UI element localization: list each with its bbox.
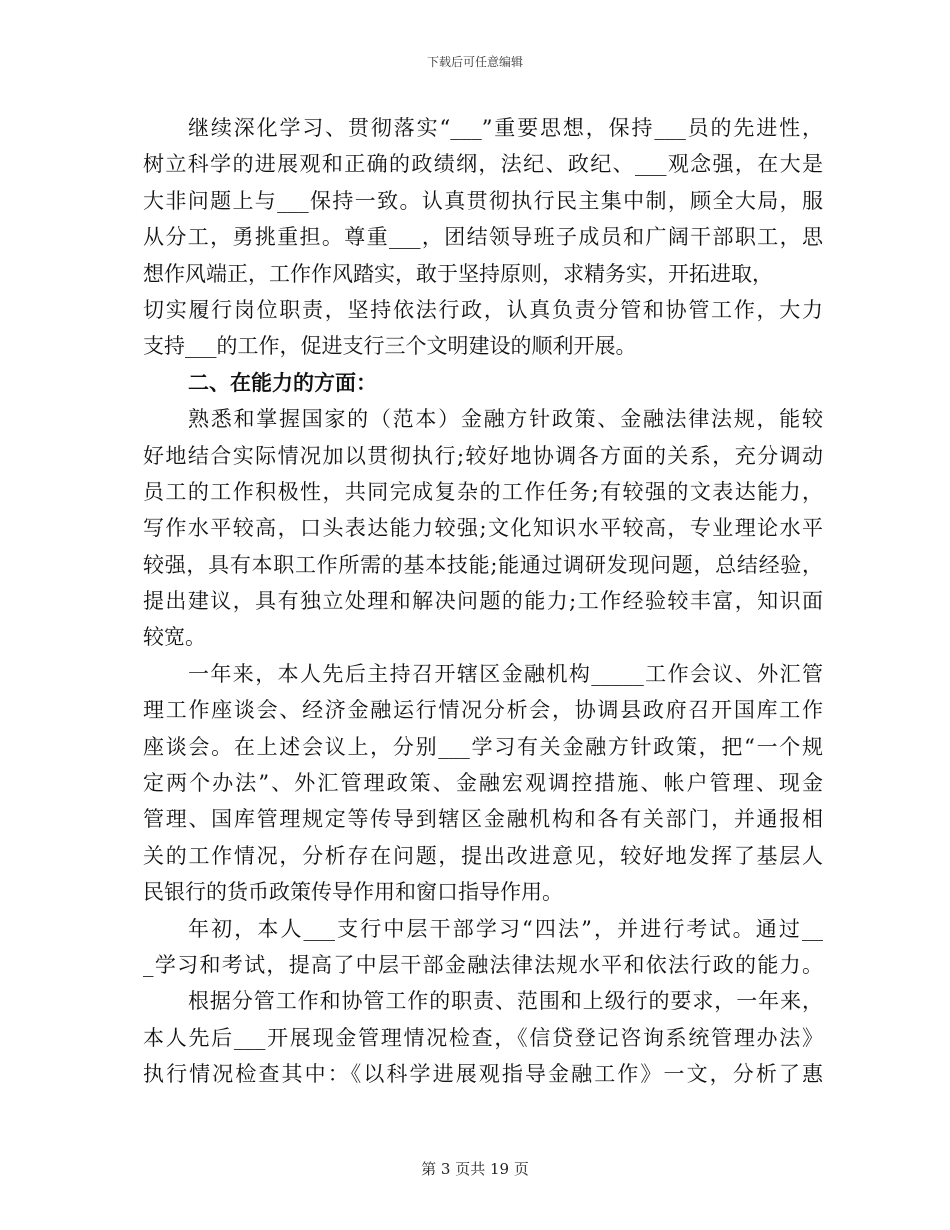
- text-line: 想作风端正，工作作风踏实，敢于坚持原则，求精务实，开拓进取，: [143, 261, 773, 286]
- document-body: [143, 110, 823, 1093]
- text-line: 继续深化学习、贯彻落实“___”重要思想，保持___员的先进性，: [188, 116, 823, 140]
- text-line: 写作水平较高，口头表达能力较强;文化知识水平较高，专业理论水平: [143, 516, 823, 541]
- text-line: 本人先后___开展现金管理情况检查，《信贷登记咨询系统管理办法》: [143, 1025, 823, 1050]
- text-line: 理工作座谈会、经济金融运行情况分析会，协调县政府召开国库工作: [143, 698, 823, 723]
- section-heading: 二、在能力的方面：: [188, 370, 377, 395]
- text-line: 座谈会。在上述会议上，分别___学习有关金融方针政策，把“一个规: [143, 734, 823, 759]
- text-line: 熟悉和掌握国家的（范本）金融方针政策、金融法律法规，能较: [188, 407, 823, 432]
- text-line: 民银行的货币政策传导作用和窗口指导作用。: [143, 880, 563, 905]
- page-header-note: 下载后可任意编辑: [426, 55, 523, 69]
- text-line: 好地结合实际情况加以贯彻执行;较好地协调各方面的关系，充分调动: [143, 443, 823, 468]
- text-line: 切实履行岗位职责，坚持依法行政，认真负责分管和协管工作，大力: [143, 297, 823, 322]
- text-line: 执行情况检查其中：《以科学进展观指导金融工作》一文，分析了惠: [143, 1062, 823, 1087]
- text-line: 较强，具有本职工作所需的基本技能;能通过调研发现问题，总结经验，: [143, 552, 823, 577]
- text-line: 员工的工作积极性，共同完成复杂的工作任务;有较强的文表达能力，: [143, 479, 823, 504]
- text-line: 提出建议，具有独立处理和解决问题的能力;工作经验较丰富，知识面: [143, 589, 823, 614]
- text-line: _学习和考试，提高了中层干部金融法律法规水平和依法行政的能力。: [143, 952, 823, 977]
- text-line: 根据分管工作和协管工作的职责、范围和上级行的要求，一年来，: [188, 989, 823, 1014]
- text-line: 大非问题上与___保持一致。认真贯彻执行民主集中制，顾全大局，服: [143, 188, 823, 213]
- text-line: 关的工作情况，分析存在问题，提出改进意见，较好地发挥了基层人: [143, 843, 823, 868]
- text-line: 支持___的工作，促进支行三个文明建设的顺利开展。: [143, 334, 637, 359]
- text-line: 从分工，勇挑重担。尊重___，团结领导班子成员和广阔干部职工，思: [143, 225, 823, 250]
- text-line: 定两个办法”、外汇管理政策、金融宏观调控措施、帐户管理、现金: [143, 771, 823, 796]
- text-line: 一年来，本人先后主持召开辖区金融机构_____工作会议、外汇管: [188, 661, 823, 686]
- page-number-footer: 第 3 页共 19 页: [421, 1160, 529, 1178]
- text-line: 较宽。: [143, 625, 206, 650]
- text-line: 树立科学的进展观和正确的政绩纲，法纪、政纪、___观念强，在大是: [143, 152, 823, 177]
- text-line: 年初，本人___支行中层干部学习“四法”，并进行考试。通过__: [188, 916, 823, 941]
- text-line: 管理、国库管理规定等传导到辖区金融机构和各有关部门，并通报相: [143, 807, 823, 832]
